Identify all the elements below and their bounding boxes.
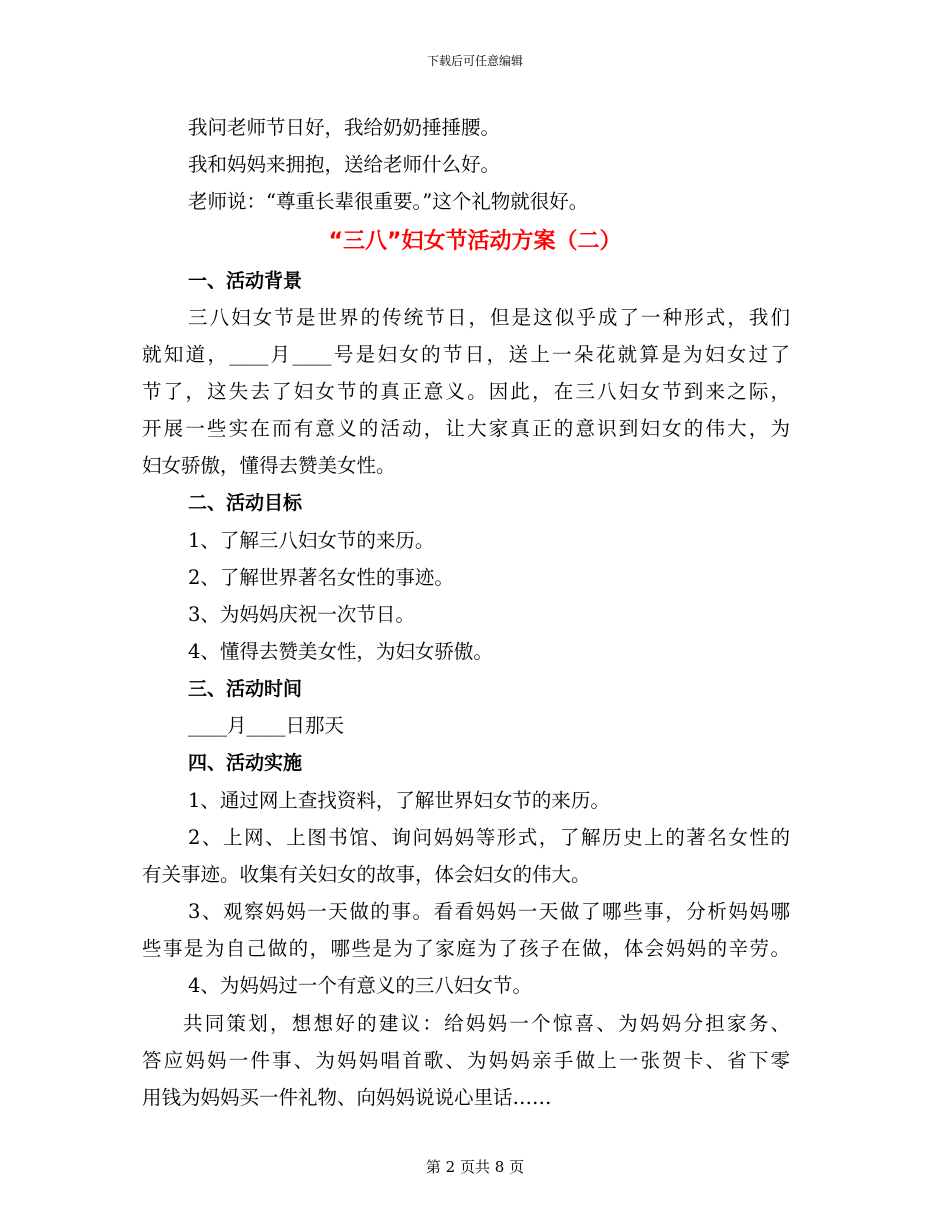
section-heading-time: 三、活动时间: [188, 678, 303, 700]
goal-item-3: 3、为妈妈庆祝一次节日。: [188, 603, 415, 626]
goal-item-4: 4、懂得去赞美女性，为妇女骄傲。: [188, 640, 493, 663]
background-line-2: 就知道，____月____号是妇女的节日，送上一朵花就算是为妇女过了: [142, 343, 790, 366]
implementation-item-2-line-1: 2、上网、上图书馆、询问妈妈等形式，了解历史上的著名女性的: [188, 826, 790, 849]
plan-line-3: 用钱为妈妈买一件礼物、向妈妈说说心里话……: [142, 1086, 552, 1109]
time-line: ____月____日那天: [188, 714, 345, 737]
implementation-item-2-line-2: 有关事迹。收集有关妇女的故事，体会妇女的伟大。: [142, 863, 591, 886]
implementation-item-1: 1、通过网上查找资料，了解世界妇女节的来历。: [188, 789, 610, 812]
plan-line-1: 共同策划，想想好的建议：给妈妈一个惊喜、为妈妈分担家务、: [183, 1012, 790, 1035]
section-heading-background: 一、活动背景: [188, 270, 303, 292]
document-title: “三八”妇女节活动方案（二）: [328, 229, 622, 254]
section-heading-implementation: 四、活动实施: [188, 752, 303, 774]
poem-line-3: 老师说：“尊重长辈很重要。”这个礼物就很好。: [188, 190, 589, 213]
section-heading-goals: 二、活动目标: [188, 492, 303, 514]
implementation-item-4: 4、为妈妈过一个有意义的三八妇女节。: [188, 974, 532, 997]
poem-line-1: 我问老师节日好，我给奶奶捶捶腰。: [188, 116, 501, 139]
page-header: 下载后可任意编辑: [426, 54, 523, 68]
implementation-item-3-line-2: 些事是为自己做的，哪些是为了家庭为了孩子在做，体会妈妈的辛劳。: [142, 937, 790, 960]
goal-item-1: 1、了解三八妇女节的来历。: [188, 529, 435, 552]
background-line-3: 节了，这失去了妇女节的真正意义。因此，在三八妇女节到来之际，: [142, 380, 790, 403]
page-footer: 第 2 页共 8 页: [425, 1158, 525, 1176]
background-line-1: 三八妇女节是世界的传统节日，但是这似乎成了一种形式，我们: [188, 306, 790, 329]
poem-line-2: 我和妈妈来拥抱，送给老师什么好。: [188, 153, 501, 176]
background-line-4: 开展一些实在而有意义的活动，让大家真正的意识到妇女的伟大，为: [142, 417, 790, 440]
background-line-5: 妇女骄傲，懂得去赞美女性。: [142, 454, 396, 477]
plan-line-2: 答应妈妈一件事、为妈妈唱首歌、为妈妈亲手做上一张贺卡、省下零: [142, 1049, 790, 1072]
implementation-item-3-line-1: 3、观察妈妈一天做的事。看看妈妈一天做了哪些事，分析妈妈哪: [188, 900, 790, 923]
goal-item-2: 2、了解世界著名女性的事迹。: [188, 566, 454, 589]
